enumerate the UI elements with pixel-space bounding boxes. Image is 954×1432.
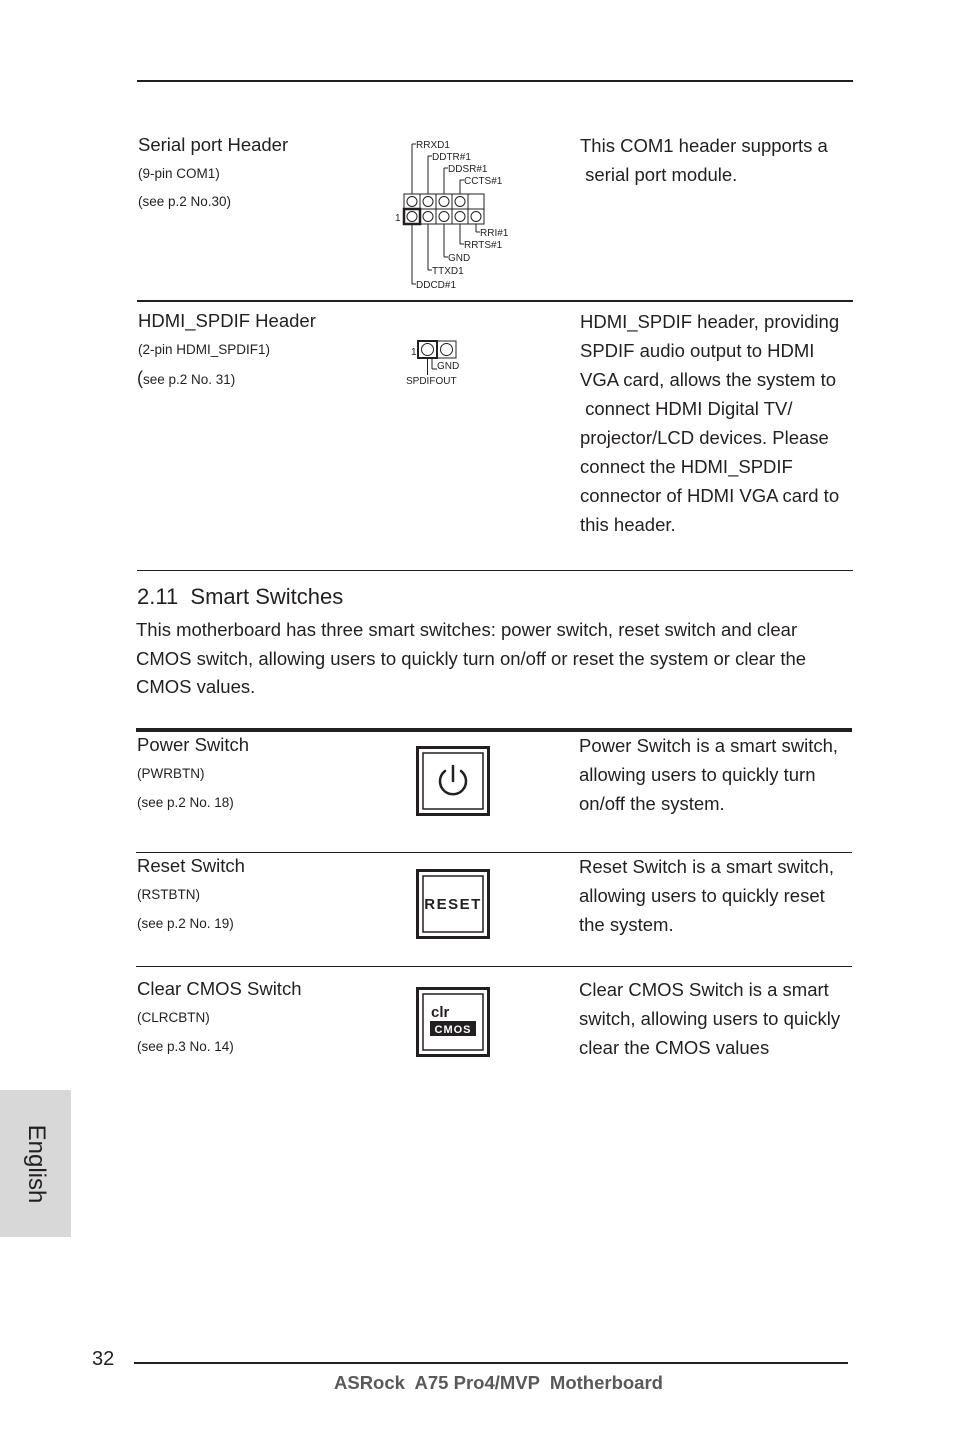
section-body-line: CMOS switch, allowing users to quickly turn on/off or reset the system or clear the bbox=[136, 647, 807, 669]
hdmi-desc-line: connect HDMI Digital TV/ bbox=[580, 398, 793, 419]
serial-title: Serial port Header bbox=[138, 134, 289, 155]
hdmi-desc-line: connector of HDMI VGA card to bbox=[580, 485, 840, 506]
cmos-desc-line: Clear CMOS Switch is a smart bbox=[579, 979, 829, 1000]
power-icon bbox=[440, 766, 466, 794]
pin-label-rrts1: RRTS#1 bbox=[464, 240, 503, 251]
serial-ref: (see p.2 No.30) bbox=[138, 194, 232, 209]
power-desc-line: on/off the system. bbox=[579, 793, 725, 814]
power-desc-line: allowing users to quickly turn bbox=[579, 764, 816, 785]
footer-rule bbox=[134, 1362, 848, 1364]
pin-1-label: 1 bbox=[395, 213, 401, 224]
footer-title: ASRock A75 Pro4/MVP Motherboard bbox=[334, 1372, 663, 1393]
reset-desc-line: allowing users to quickly reset bbox=[579, 885, 825, 906]
serial-desc bbox=[580, 131, 828, 189]
hdmi-spdif-pin-diagram bbox=[402, 338, 472, 388]
pin-label-ddcd1: DDCD#1 bbox=[416, 280, 457, 290]
hdmi-desc-line: VGA card, allows the system to bbox=[580, 369, 837, 390]
com1-pin-diagram bbox=[392, 140, 522, 290]
power-ref: (see p.2 No. 18) bbox=[137, 795, 234, 810]
pin-label-ttxd1: TTXD1 bbox=[432, 266, 464, 277]
power-sub: (PWRBTN) bbox=[137, 766, 205, 781]
reset-switch-graphic bbox=[416, 869, 490, 939]
hdmi-desc-line: SPDIF audio output to HDMI bbox=[580, 340, 815, 361]
language-label: English bbox=[22, 1124, 50, 1203]
hdmi-desc-line: connect the HDMI_SPDIF bbox=[580, 456, 793, 477]
serial-desc-line: This COM1 header supports a bbox=[580, 135, 828, 156]
divider bbox=[137, 300, 853, 302]
top-rule bbox=[137, 80, 853, 82]
reset-button-label: RESET bbox=[424, 896, 482, 913]
reset-ref: (see p.2 No. 19) bbox=[137, 916, 234, 931]
reset-desc bbox=[579, 852, 834, 939]
cmos-button-top-label: clr bbox=[431, 1004, 450, 1021]
power-title: Power Switch bbox=[137, 734, 250, 755]
hdmi-sub: (2-pin HDMI_SPDIF1) bbox=[138, 342, 271, 357]
reset-sub: (RSTBTN) bbox=[137, 887, 200, 902]
hdmi-desc-line: this header. bbox=[580, 514, 676, 535]
cmos-desc bbox=[579, 975, 840, 1062]
hdmi-desc-line: projector/LCD devices. Please bbox=[580, 427, 829, 448]
hdmi-ref bbox=[137, 367, 235, 391]
serial-desc-line: serial port module. bbox=[580, 164, 738, 185]
power-switch-graphic bbox=[416, 746, 490, 816]
divider bbox=[136, 966, 852, 967]
section-title: 2.11 Smart Switches bbox=[137, 584, 344, 609]
pin-label-ddtr1: DDTR#1 bbox=[432, 152, 471, 163]
power-desc-line: Power Switch is a smart switch, bbox=[579, 735, 839, 756]
section-body-line: CMOS values. bbox=[136, 676, 256, 697]
reset-desc-line: Reset Switch is a smart switch, bbox=[579, 856, 834, 877]
pin-label-rrxd1: RRXD1 bbox=[416, 140, 450, 151]
hdmi-ref-paren: ( bbox=[137, 368, 143, 388]
clear-cmos-switch-graphic bbox=[416, 987, 490, 1057]
hdmi-ref-text: see p.2 No. 31) bbox=[143, 372, 236, 387]
serial-sub: (9-pin COM1) bbox=[138, 166, 220, 181]
divider bbox=[137, 570, 853, 571]
cmos-title: Clear CMOS Switch bbox=[137, 978, 302, 999]
hdmi-pin-1-label: 1 bbox=[411, 347, 417, 358]
pin-label-rri1: RRI#1 bbox=[480, 228, 509, 239]
section-body-line: This motherboard has three smart switches: power switch, reset switch and clear bbox=[136, 619, 798, 640]
reset-desc-line: the system. bbox=[579, 914, 674, 935]
pin-label-ddsr1: DDSR#1 bbox=[448, 164, 488, 175]
reset-title: Reset Switch bbox=[137, 855, 245, 876]
cmos-ref: (see p.3 No. 14) bbox=[137, 1039, 234, 1054]
pin-label-gnd: GND bbox=[448, 253, 471, 264]
page-number: 32 bbox=[92, 1348, 115, 1370]
hdmi-gnd-label: GND bbox=[437, 361, 460, 372]
section-body bbox=[136, 616, 806, 702]
power-desc bbox=[579, 731, 838, 818]
hdmi-desc bbox=[580, 307, 839, 539]
cmos-desc-line: clear the CMOS values bbox=[579, 1037, 770, 1058]
language-side-tab bbox=[0, 1090, 71, 1237]
cmos-sub: (CLRCBTN) bbox=[137, 1010, 210, 1025]
cmos-button-bottom-label: CMOS bbox=[434, 1024, 472, 1036]
hdmi-title: HDMI_SPDIF Header bbox=[138, 310, 316, 331]
cmos-desc-line: switch, allowing users to quickly bbox=[579, 1008, 841, 1029]
pin-label-ccts1: CCTS#1 bbox=[464, 176, 503, 187]
hdmi-spdifout-label: SPDIFOUT bbox=[406, 376, 457, 387]
hdmi-desc-line: HDMI_SPDIF header, providing bbox=[580, 311, 840, 332]
